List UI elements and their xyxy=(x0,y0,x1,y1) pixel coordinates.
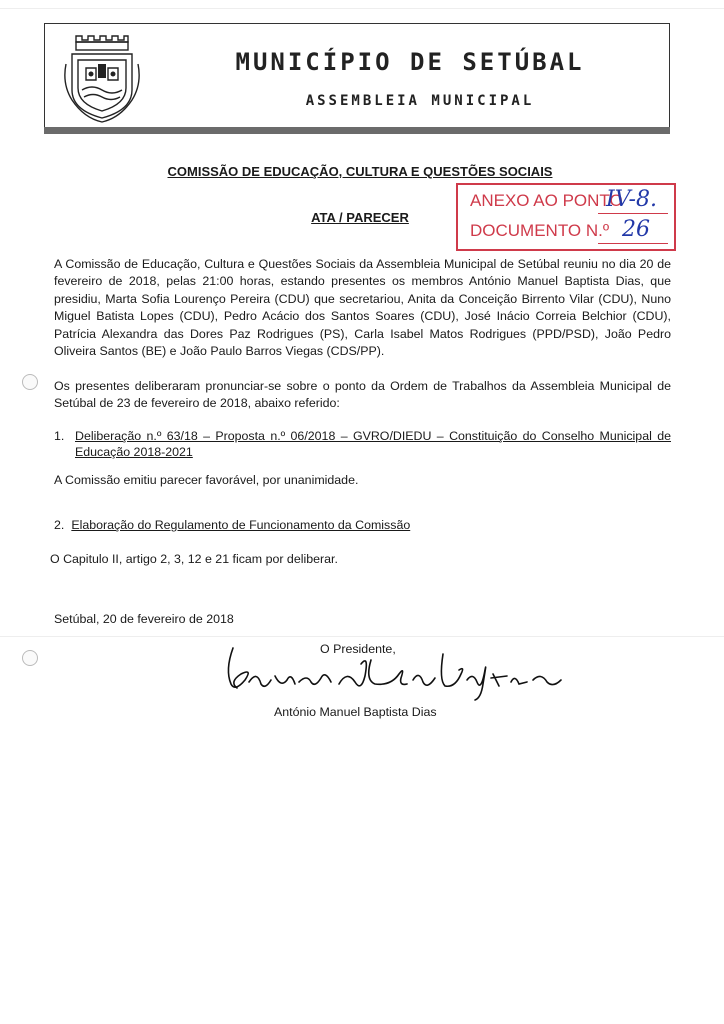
commission-title: COMISSÃO DE EDUCAÇÃO, CULTURA E QUESTÕES SOCIAIS xyxy=(167,164,553,179)
agenda-item-2 xyxy=(54,518,410,532)
agenda-item-number: 1. xyxy=(54,429,65,443)
deliberation-paragraph: Os presentes deliberaram pronunciar-se sobre o ponto da Ordem de Trabalhos da Assembleia Municipal de Setúbal de 23 de fevereiro de 2018, abaixo referido: xyxy=(54,379,671,411)
punch-hole xyxy=(22,374,38,390)
place-and-date: Setúbal, 20 de fevereiro de 2018 xyxy=(54,612,234,626)
annex-stamp xyxy=(456,183,676,251)
stamp-annex-label: ANEXO AO PONTO xyxy=(470,191,623,210)
assembly-subtitle: ASSEMBLEIA MUNICIPAL xyxy=(305,93,535,109)
agenda-item-number: 2. xyxy=(54,518,65,532)
stamp-underline xyxy=(598,213,668,214)
agenda-item-2-result: O Capitulo II, artigo 2, 3, 12 e 21 ficam por deliberar. xyxy=(50,552,338,566)
municipality-title: MUNICÍPIO DE SETÚBAL xyxy=(235,48,585,76)
stamp-annex-value: IV-8. xyxy=(606,187,657,212)
scan-fold-line xyxy=(0,636,724,637)
agenda-item-text: Deliberação n.º 63/18 – Proposta n.º 06/2018 – GVRO/DIEDU – Constituição do Conselho Municipal de Educação 2018-2021 xyxy=(75,429,671,459)
attendance-paragraph: A Comissão de Educação, Cultura e Questões Sociais da Assembleia Municipal de Setúbal reuniu no dia 20 de fevereiro de 2018, pelas 21:00 horas, estando presentes os membros António Manuel Baptista Dias, que presidiu, Marta Sofia Lourenço Pereira (CDU) que secretariou, Anita da Conceição Birrento Vilar (CDU), Nuno Miguel Batista Lopes (CDU), Pedro Acácio dos Santos Soares (CDU), José Inácio Correia Belchior (CDU), Patrícia Alexandra das Dores Paz Rodrigues (PS), Carla Isabel Matos Rodrigues (PPD/PSD), João Pedro Oliveira Santos (BE) e João Paulo Barros Viegas (CDS/PP). xyxy=(54,257,671,359)
letterhead-bar xyxy=(44,127,670,134)
stamp-underline xyxy=(598,243,668,244)
agenda-item-text: Elaboração do Regulamento de Funcionamento da Comissão xyxy=(71,518,411,532)
municipal-crest-icon xyxy=(62,34,142,124)
punch-hole xyxy=(22,650,38,666)
scan-edge-top xyxy=(0,8,724,9)
signer-role: O Presidente, xyxy=(320,642,396,656)
document-type: ATA / PARECER xyxy=(311,210,409,225)
agenda-item-1-result: A Comissão emitiu parecer favorável, por unanimidade. xyxy=(54,473,359,487)
handwritten-signature xyxy=(215,640,575,704)
signer-name: António Manuel Baptista Dias xyxy=(274,705,437,719)
stamp-document-label: DOCUMENTO N.º xyxy=(470,221,610,240)
stamp-document-value: 26 xyxy=(622,217,650,242)
